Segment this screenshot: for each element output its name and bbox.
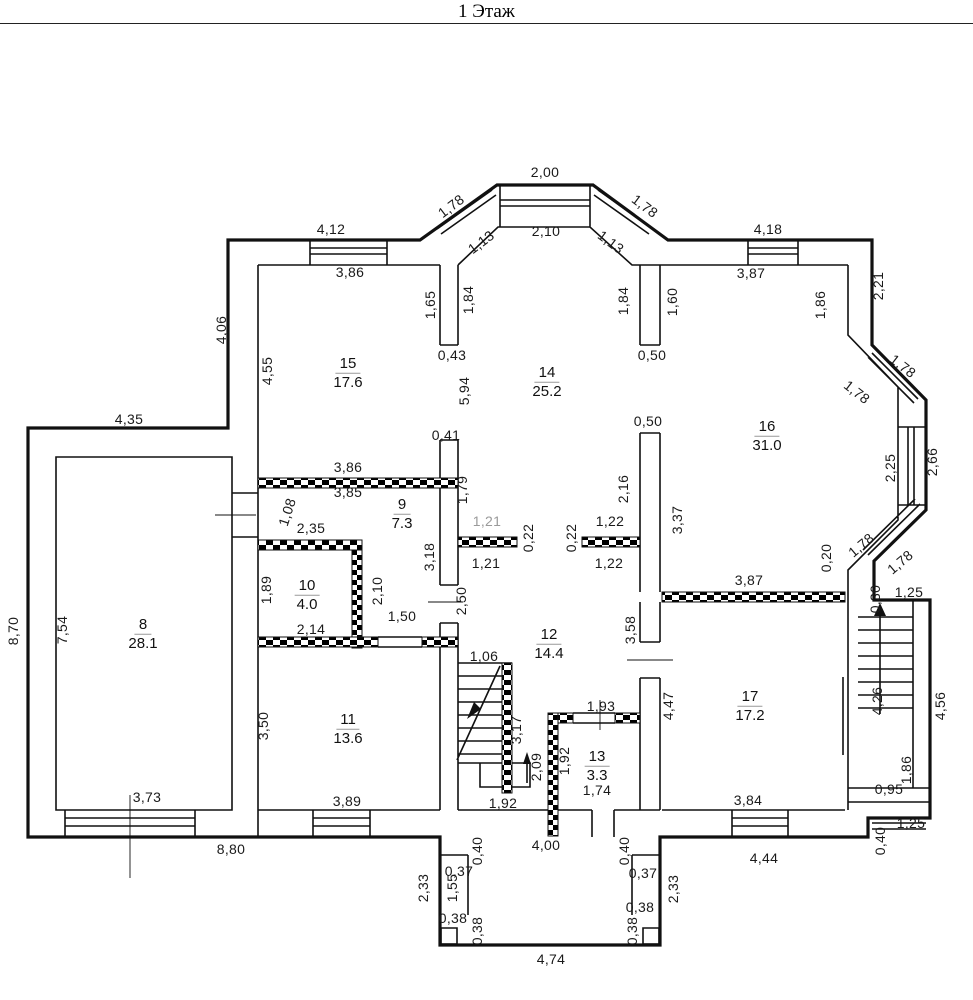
dimension-label: 0,37	[444, 863, 474, 879]
dimension-label: 0,95	[874, 781, 904, 797]
room-number: 11	[336, 712, 360, 730]
room-area: 3.3	[586, 766, 608, 784]
room-area: 25.2	[532, 382, 562, 400]
dimension-label: 1,22	[594, 555, 624, 571]
dimension-label: 0,38	[469, 916, 485, 946]
dimension-label: 1,60	[664, 287, 680, 317]
dimension-label: 3,87	[736, 265, 766, 281]
dimension-label: 1,74	[582, 782, 612, 798]
dimension-label: 3,73	[132, 789, 162, 805]
dimension-label: 1,92	[556, 746, 572, 776]
dimension-label: 1,21	[471, 555, 501, 571]
dimension-label: 2,25	[882, 453, 898, 483]
dimension-label: 3,85	[333, 484, 363, 500]
dimension-label: 2,00	[530, 164, 560, 180]
dimension-label: 2,09	[528, 752, 544, 782]
room-area: 4.0	[296, 595, 318, 613]
room-label	[534, 627, 563, 662]
room-area: 28.1	[128, 634, 158, 652]
room-label	[585, 749, 610, 784]
dimension-label: 2,10	[369, 576, 385, 606]
dimension-label: 4,18	[753, 221, 783, 237]
dimension-label: 7,54	[54, 615, 70, 645]
dimension-label: 3,18	[421, 542, 437, 572]
dimension-label: 1,78	[628, 191, 662, 221]
room-number: 9	[394, 497, 410, 515]
room-label	[392, 497, 413, 532]
dimension-label: 4,47	[660, 691, 676, 721]
room-label	[128, 617, 157, 652]
dimension-label: 2,33	[415, 873, 431, 903]
dimension-label: 1,50	[387, 608, 417, 624]
dimension-label: 1,08	[274, 495, 300, 529]
room-area: 17.2	[735, 706, 765, 724]
dimension-label: 3,58	[622, 615, 638, 645]
dimension-label: 1,86	[812, 290, 828, 320]
dimension-label: 3,86	[335, 264, 365, 280]
room-area: 7.3	[391, 514, 413, 532]
dimension-label: 8,70	[5, 616, 21, 646]
dimension-label: 4,26	[869, 686, 885, 716]
room-number: 8	[135, 617, 151, 635]
dimension-label: 0,20	[818, 543, 834, 573]
dimension-label: 5,94	[456, 376, 472, 406]
dimension-label: 2,10	[531, 223, 561, 239]
dimension-label: 3,37	[669, 505, 685, 535]
dimension-label: 0,38	[625, 899, 655, 915]
room-number: 10	[295, 578, 320, 596]
dimension-label: 1,21	[472, 513, 502, 529]
room-label	[752, 419, 781, 454]
dimension-label: 2,35	[296, 520, 326, 536]
dimension-label: 0,50	[633, 413, 663, 429]
dimension-label: 1,84	[615, 286, 631, 316]
dimension-label: 0,30	[867, 584, 883, 614]
dimension-label: 2,50	[453, 586, 469, 616]
dimension-label: 4,44	[749, 850, 779, 866]
dimension-label: 1,13	[594, 227, 628, 257]
room-label	[333, 712, 362, 747]
room-label	[532, 365, 561, 400]
dimension-label: 2,66	[924, 447, 940, 477]
dimension-label: 1,78	[434, 191, 468, 221]
dimension-label: 1,92	[488, 795, 518, 811]
dimension-label: 1,78	[844, 529, 878, 561]
room-label	[735, 689, 764, 724]
dimension-label: 3,50	[255, 711, 271, 741]
room-label	[295, 578, 320, 613]
dimension-label: 4,55	[259, 356, 275, 386]
stairs-diagonal-arrow	[467, 702, 481, 719]
dimension-label: 3,89	[332, 793, 362, 809]
dimension-label: 1,55	[444, 873, 460, 903]
dimension-label: 1,25	[894, 584, 924, 600]
dimension-label: 1,65	[422, 290, 438, 320]
room-area: 13.6	[333, 729, 363, 747]
dimension-label: 0,40	[469, 836, 485, 866]
dimension-label: 1,25	[896, 815, 926, 831]
room-number: 14	[535, 365, 560, 383]
dimension-label: 1,22	[595, 513, 625, 529]
page-title: 1 Этаж	[458, 1, 515, 22]
room-number: 12	[537, 627, 562, 645]
dimension-label: 2,14	[296, 621, 326, 637]
dimension-label: 0,38	[624, 916, 640, 946]
dimension-label: 1,89	[258, 575, 274, 605]
dimension-label: 4,06	[213, 315, 229, 345]
room-label	[333, 356, 362, 391]
stairs-direction-arrows	[467, 603, 886, 764]
dimension-label: 1,79	[454, 475, 470, 505]
dimension-label: 0,40	[616, 836, 632, 866]
dimension-label: 0,50	[637, 347, 667, 363]
dimension-label: 4,74	[536, 951, 566, 967]
dimension-label: 3,17	[508, 715, 524, 745]
dimension-label: 0,41	[431, 427, 461, 443]
dimension-label: 1,78	[883, 546, 917, 578]
dimension-label: 4,56	[932, 691, 948, 721]
dimension-label: 2,16	[615, 474, 631, 504]
room-number: 15	[336, 356, 361, 374]
room-area: 17.6	[333, 373, 363, 391]
dimension-label: 0,40	[872, 826, 888, 856]
dimension-label: 4,12	[316, 221, 346, 237]
dimension-label: 3,86	[333, 459, 363, 475]
dimension-label: 4,00	[531, 837, 561, 853]
dimension-label: 3,87	[734, 572, 764, 588]
room-number: 16	[755, 419, 780, 437]
dimension-label: 2,33	[665, 874, 681, 904]
dimension-label: 8,80	[216, 841, 246, 857]
dimension-label: 1,78	[840, 376, 874, 408]
dimension-label: 4,35	[114, 411, 144, 427]
dimension-label: 1,06	[469, 648, 499, 664]
dimension-label: 1,78	[886, 350, 920, 382]
dimension-label: 1,13	[464, 227, 498, 257]
dimension-label: 0,37	[628, 865, 658, 881]
room-number: 17	[738, 689, 763, 707]
dimension-label: 1,93	[586, 698, 616, 714]
dimension-label: 0,22	[563, 523, 579, 553]
room-area: 31.0	[752, 436, 782, 454]
dimension-label: 3,84	[733, 792, 763, 808]
dimension-label: 2,21	[870, 271, 886, 301]
dimension-label: 0,38	[438, 910, 468, 926]
room-number: 13	[585, 749, 610, 767]
dimension-label: 0,43	[437, 347, 467, 363]
room-area: 14.4	[534, 644, 564, 662]
dimension-label: 1,86	[898, 755, 914, 785]
dimension-label: 1,84	[460, 285, 476, 315]
dimension-label: 0,22	[520, 523, 536, 553]
